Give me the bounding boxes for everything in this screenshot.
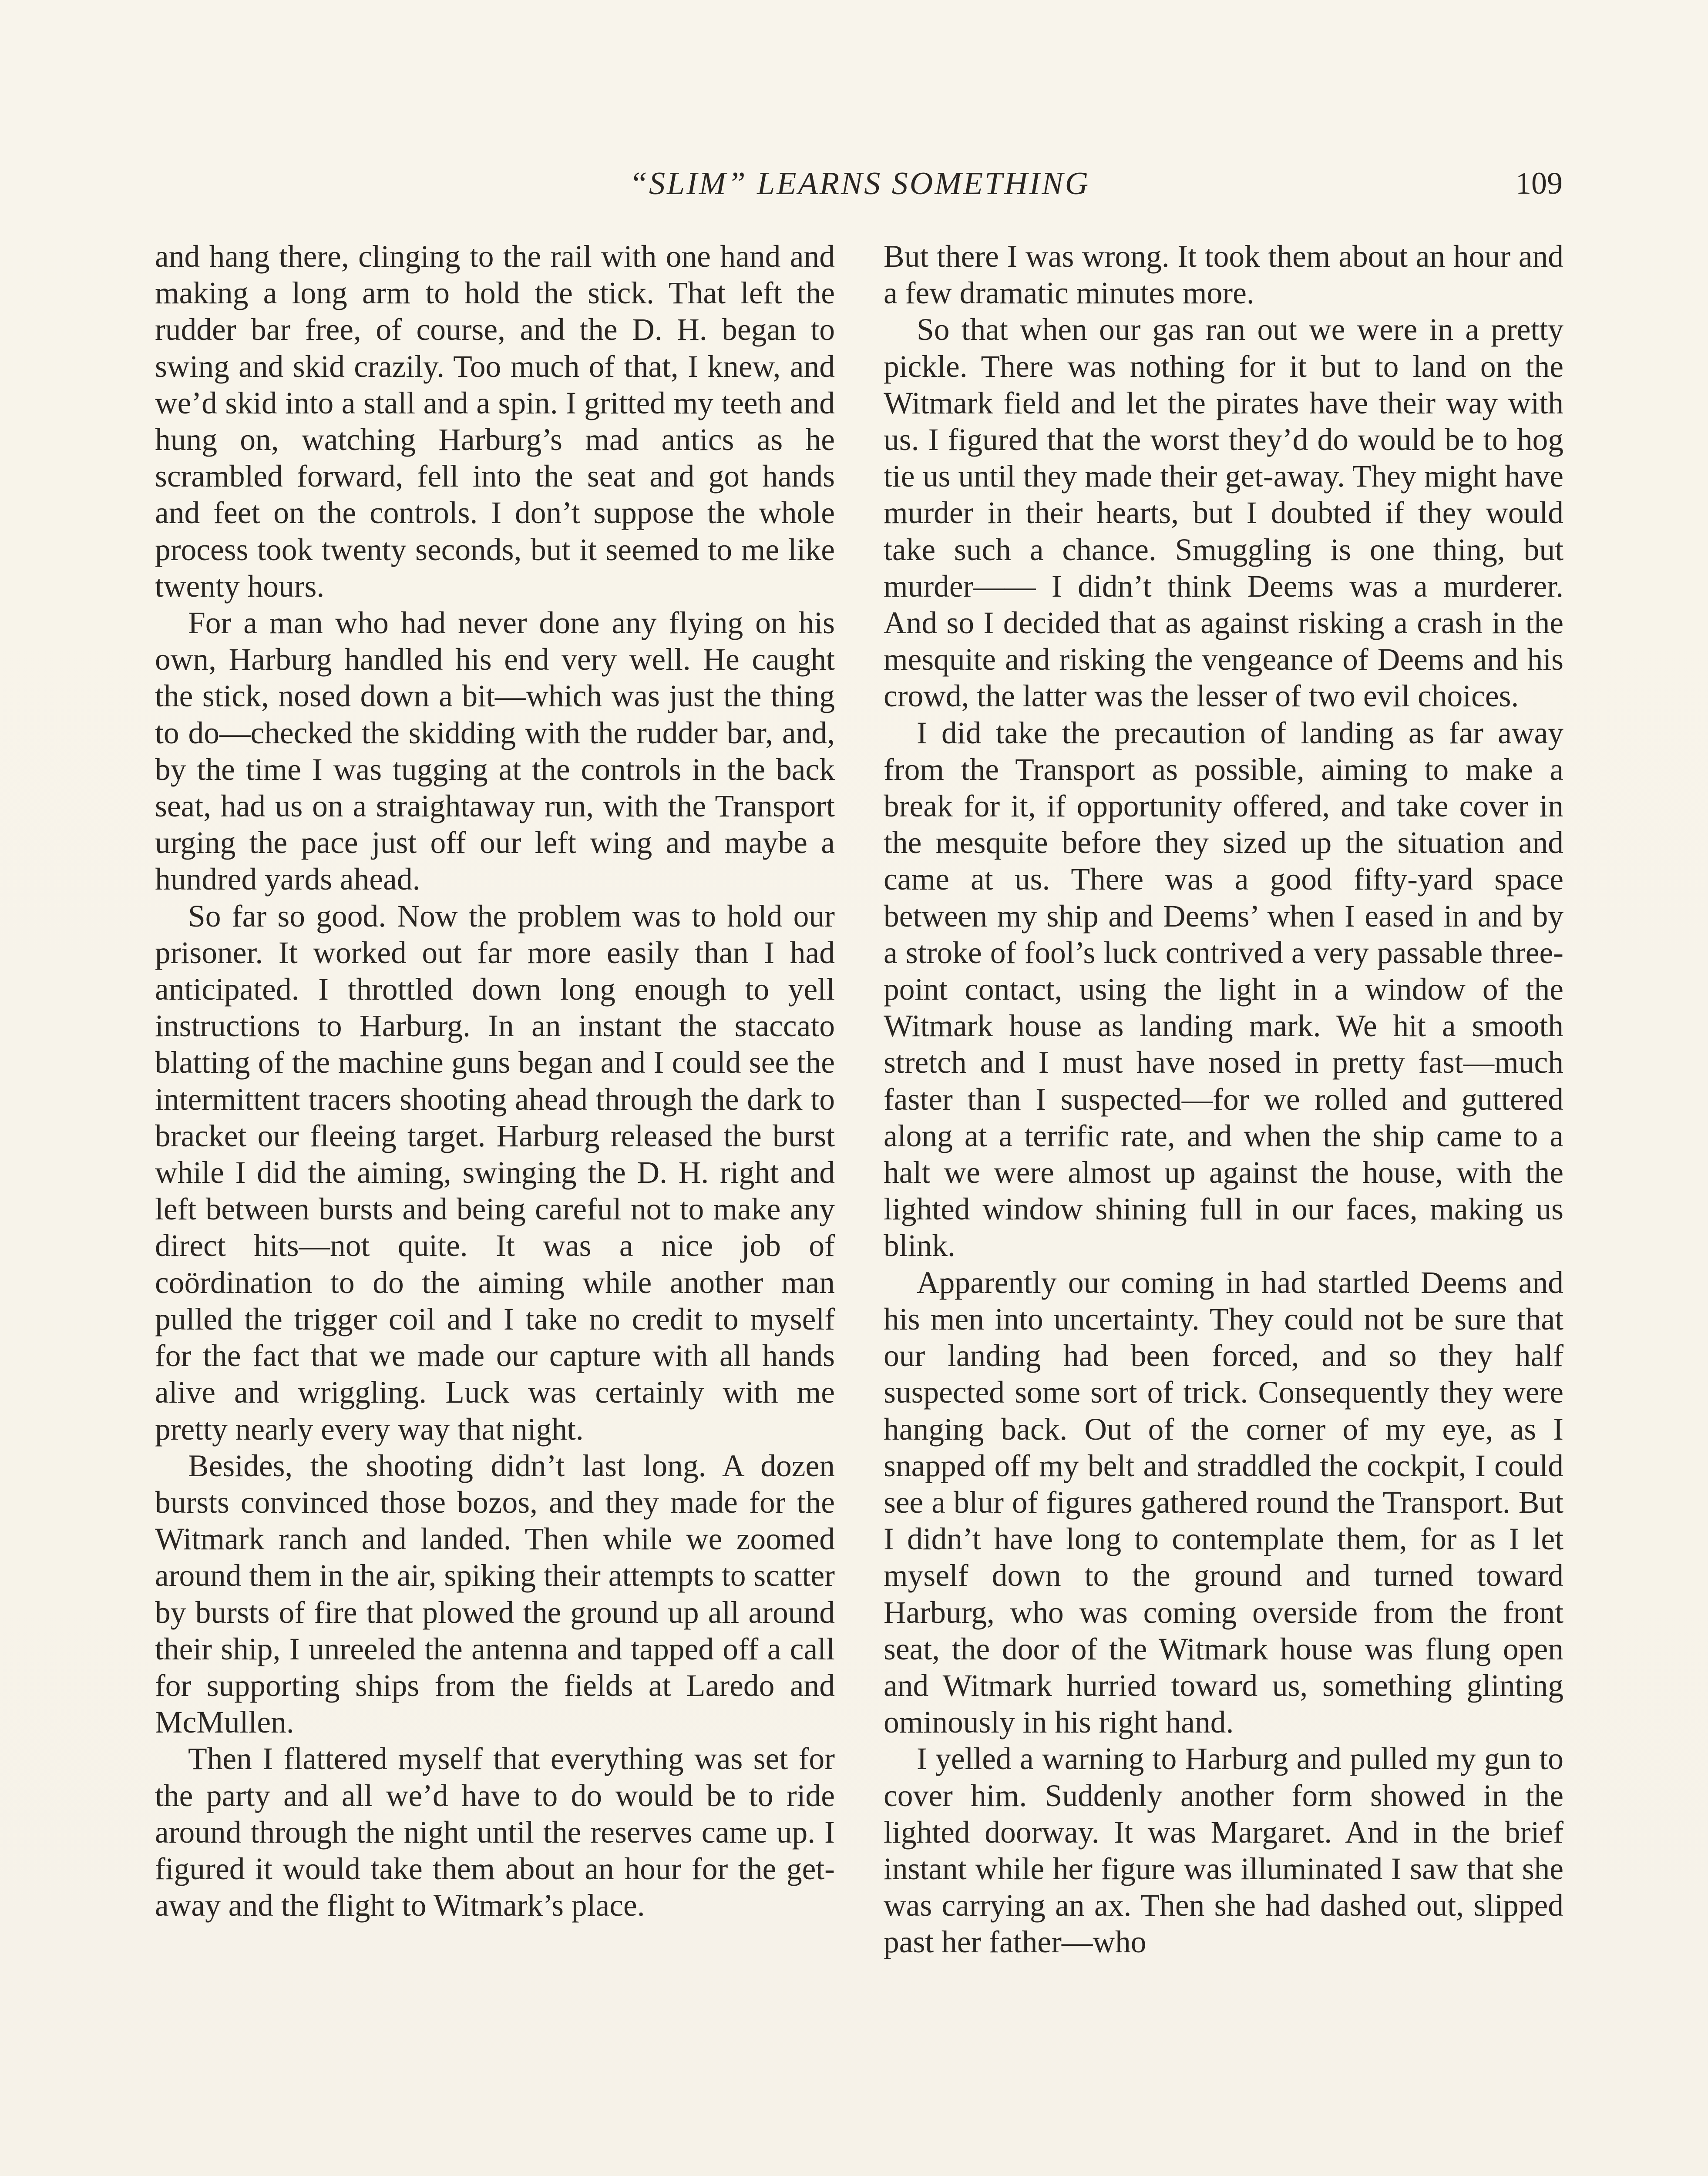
page-number: 109 — [1516, 166, 1563, 201]
paragraph: So far so good. Now the problem was to hold our prisoner. It worked out far more easily than I had anticipated. I throttled down long enough to yell instructions to Harburg. In an instant the staccato blatting of the machine guns began and I could see the intermittent tracers shooting ahead through the dark to bracket our fleeing target. Harburg released the burst while I did the aiming, swinging the D. H. right and left between bursts and being careful not to make any direct hits—not quite. It was a nice job of coördination to do the aiming while another man pulled the trigger coil and I take no credit to myself for the fact that we made our capture with all hands alive and wriggling. Luck was certainly with me pretty nearly every way that night. — [155, 899, 835, 1447]
text-columns — [155, 238, 1563, 2176]
paragraph: So that when our gas ran out we were in a pretty pickle. There was nothing for it but to land on the Witmark field and let the pirates have their way with us. I figured that the worst they’d do would be to hog tie us until they made their get-away. They might have murder in their hearts, but I doubted if they would take such a chance. Smuggling is one thing, but murder—— I didn’t think Deems was a murderer. And so I decided that as against risking a crash in the mesquite and risking the vengeance of Deems and his crowd, the latter was the lesser of two evil choices. — [884, 312, 1563, 714]
paragraph: Apparently our coming in had startled Deems and his men into uncertainty. They could not be sure that our landing had been forced, and so they half suspected some sort of trick. Consequently they were hanging back. Out of the corner of my eye, as I snapped off my belt and straddled the cockpit, I could see a blur of figures gathered round the Transport. But I didn’t have long to contemplate them, for as I let myself down to the ground and turned toward Harburg, who was coming overside from the front seat, the door of the Witmark house was flung open and Witmark hurried toward us, something glinting ominously in his right hand. — [884, 1265, 1563, 1740]
paragraph: I did take the precaution of landing as far away from the Transport as possible, aiming to make a break for it, if opportunity offered, and take cover in the mesquite before they sized up the situation and came at us. There was a good fifty-yard space between my ship and Deems’ when I eased in and by a stroke of fool’s luck contrived a very passable three-point contact, using the light in a window of the Witmark house as landing mark. We hit a smooth stretch and I must have nosed in pretty fast—much faster than I suspected—for we rolled and guttered along at a terrific rate, and when the ship came to a halt we were almost up against the house, with the lighted window shining full in our faces, making us blink. — [884, 715, 1563, 1263]
right-column — [884, 238, 1563, 2176]
paragraph: and hang there, clinging to the rail with one hand and making a long arm to hold the stick. That left the rudder bar free, of course, and the D. H. began to swing and skid crazily. Too much of that, I knew, and we’d skid into a stall and a spin. I gritted my teeth and hung on, watching Harburg’s mad antics as he scrambled forward, fell into the seat and got hands and feet on the controls. I don’t suppose the whole process took twenty seconds, but it seemed to me like twenty hours. — [155, 239, 835, 604]
paragraph: Then I flattered myself that everything was set for the party and all we’d have to do would be to ride around through the night until the reserves came up. I figured it would take them about an hour for the get-away and the flight to Witmark’s place. — [155, 1742, 835, 1923]
running-title: “SLIM” LEARNS SOMETHING — [629, 166, 1090, 201]
left-column — [155, 238, 835, 2176]
running-head — [157, 161, 1563, 209]
paragraph: But there I was wrong. It took them about an hour and a few dramatic minutes more. — [884, 239, 1563, 311]
paragraph: For a man who had never done any flying on his own, Harburg handled his end very well. He caught the stick, nosed down a bit—which was just the thing to do—checked the skidding with the rudder bar, and, by the time I was tugging at the controls in the back seat, had us on a straightaway run, with the Transport urging the pace just off our left wing and maybe a hundred yards ahead. — [155, 606, 835, 897]
paragraph: I yelled a warning to Harburg and pulled my gun to cover him. Suddenly another form showed in the lighted doorway. It was Margaret. And in the brief instant while her figure was illuminated I saw that she was carrying an ax. Then she had dashed out, slipped past her father—who — [884, 1742, 1563, 1960]
paragraph: Besides, the shooting didn’t last long. A dozen bursts convinced those bozos, and they made for the Witmark ranch and landed. Then while we zoomed around them in the air, spiking their attempts to scatter by bursts of fire that plowed the ground up all around their ship, I unreeled the antenna and tapped off a call for supporting ships from the fields at Laredo and McMullen. — [155, 1448, 835, 1740]
